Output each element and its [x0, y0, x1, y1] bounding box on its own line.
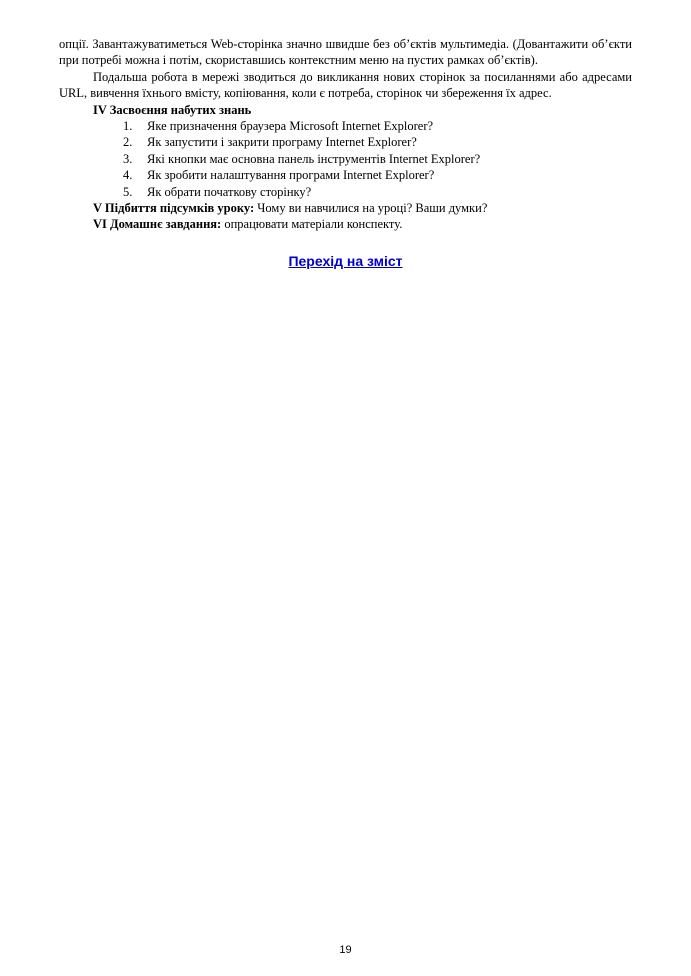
question-item [123, 167, 632, 183]
question-number: 1. [123, 119, 133, 134]
section-v-text: Чому ви навчилися на уроці? Ваши думки? [257, 201, 488, 216]
question-text: Як обрати початкову сторінку? [147, 184, 312, 199]
section-v [59, 200, 632, 216]
question-item [123, 184, 632, 200]
question-text: Які кнопки має основна панель інструментів Internet Explorer? [147, 151, 481, 166]
section-v-heading: V Підбиття підсумків уроку: [93, 201, 255, 216]
question-number: 2. [123, 135, 133, 150]
section-vi-text: опрацювати матеріали конспекту. [224, 217, 403, 232]
page-content [59, 36, 632, 270]
question-item [123, 134, 632, 150]
section-vi [59, 216, 632, 232]
question-item [123, 151, 632, 167]
section-iv [59, 102, 632, 118]
paragraph-continuation: опції. Завантажуватиметься Web-сторінка значно швидше без об’єктів мультимедіа. (Довантажити об’єкти при потребі можна і потім, скориставшись контекстним меню на пустих рамках об’єктів). [59, 37, 632, 68]
table-of-contents-link[interactable]: Перехід на зміст [288, 252, 403, 269]
question-number: 4. [123, 168, 133, 183]
toc-link-container [59, 253, 632, 270]
question-text: Як запустити і закрити програму Internet Explorer? [147, 135, 417, 150]
question-number: 3. [123, 151, 133, 166]
page-number: 19 [339, 944, 352, 956]
question-text: Яке призначення браузера Microsoft Internet Explorer? [147, 119, 434, 134]
question-text: Як зробити налаштування програми Internet Explorer? [147, 168, 435, 183]
question-item [123, 118, 632, 134]
question-list [59, 118, 632, 200]
question-number: 5. [123, 184, 133, 199]
section-vi-heading: VI Домашнє завдання: [93, 217, 222, 232]
paragraph-network-work: Подальша робота в мережі зводиться до викликання нових сторінок за посиланнями або адресами URL, вивчення їхнього вмісту, копіювання, коли є потреба, сторінок чи збереження їх адрес. [59, 69, 632, 101]
section-iv-heading: IV Засвоєння набутих знань [93, 102, 252, 117]
